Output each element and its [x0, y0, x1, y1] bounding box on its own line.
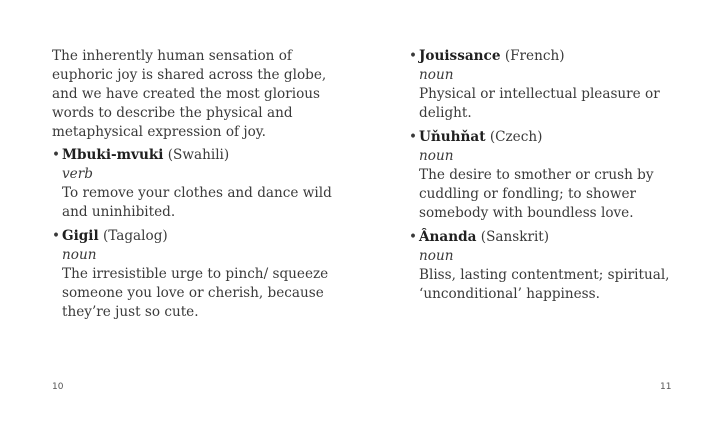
page-number-right: 11	[660, 382, 672, 392]
page-number-left: 10	[52, 382, 64, 392]
entry-term: Jouissance	[419, 48, 501, 64]
left-column	[52, 47, 352, 327]
entry-part-of-speech: noun	[62, 247, 97, 263]
entry-definition: To remove your clothes and dance wild and uninhibited.	[62, 185, 332, 220]
entry-term: Mbuki-mvuki	[62, 147, 164, 163]
entry-definition: Bliss, lasting contentment; spiritual, ‘unconditional’ happiness.	[419, 267, 670, 302]
entry-part-of-speech: noun	[419, 67, 454, 83]
entry-language: (Czech)	[489, 129, 543, 145]
entry-language: (Sanskrit)	[480, 229, 550, 245]
entry-mbuki-mvuki	[52, 146, 352, 222]
entry-definition: The desire to smother or crush by cuddling or fondling; to shower somebody with boundless love.	[419, 167, 654, 221]
entry-language: (Tagalog)	[102, 228, 168, 244]
bullet: •	[409, 48, 418, 64]
entry-language: (Swahili)	[167, 147, 230, 163]
entry-term: Uňuhňat	[419, 129, 486, 145]
bullet: •	[409, 129, 418, 145]
bullet: •	[409, 229, 418, 245]
bullet: •	[52, 228, 61, 244]
entry-gigil	[52, 227, 352, 322]
entry-part-of-speech: noun	[419, 248, 454, 264]
entry-term: Gigil	[62, 228, 99, 244]
entry-term: Ânanda	[419, 229, 477, 245]
bullet: •	[52, 147, 61, 163]
entry-ananda	[409, 228, 709, 304]
entry-part-of-speech: noun	[419, 148, 454, 164]
entry-unuhnat	[409, 128, 709, 223]
entry-jouissance	[409, 47, 709, 123]
right-page	[360, 0, 720, 435]
entry-definition: Physical or intellectual pleasure or delight.	[419, 86, 660, 121]
entry-part-of-speech: verb	[62, 166, 93, 182]
entry-definition: The irresistible urge to pinch/ squeeze someone you love or cherish, because they’re just so cute.	[62, 266, 329, 320]
intro-paragraph: The inherently human sensation of euphoric joy is shared across the globe, and we have created the most glorious words to describe the physical and metaphysical expression of joy.	[52, 48, 327, 140]
right-column	[409, 47, 709, 309]
entry-language: (French)	[504, 48, 565, 64]
